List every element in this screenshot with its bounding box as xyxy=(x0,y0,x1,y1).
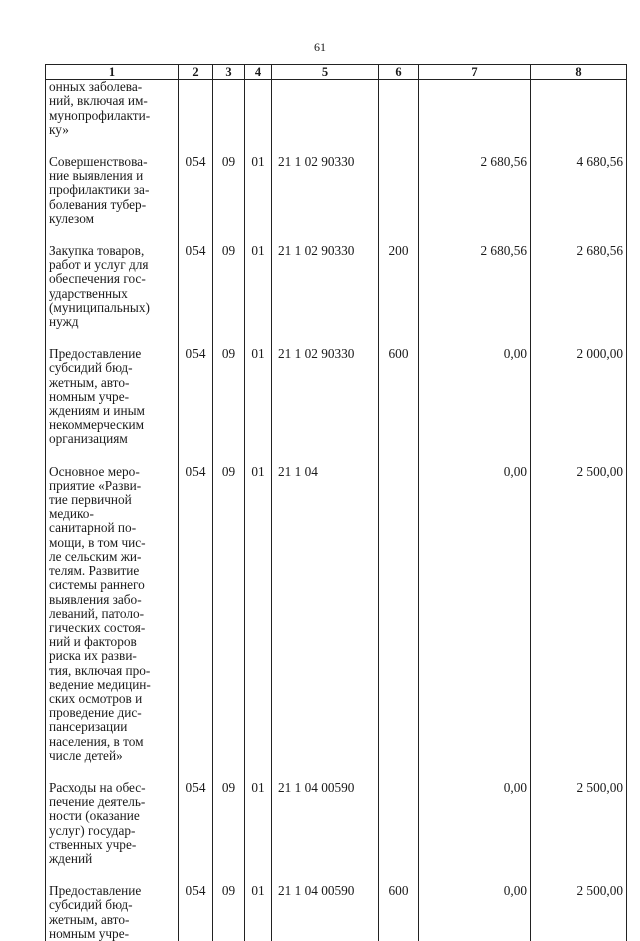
row-name-cell: Закупка товаров, работ и услуг для обеспечения гос- ударственных (муниципальных) нужд xyxy=(46,244,179,329)
spacer-cell xyxy=(213,137,245,155)
spacer-cell xyxy=(379,866,419,884)
spacer-cell xyxy=(379,329,419,347)
amount-col7-cell: 0,00 xyxy=(419,781,531,866)
column-header: 8 xyxy=(531,65,627,80)
column-header: 6 xyxy=(379,65,419,80)
spacer-cell xyxy=(245,329,272,347)
spacer-cell xyxy=(245,763,272,781)
subsection-cell xyxy=(245,80,272,137)
expense-type-cell xyxy=(379,781,419,866)
amount-col8-cell: 4 680,56 xyxy=(531,155,627,226)
spacer-cell xyxy=(419,447,531,465)
target-article-cell: 21 1 02 90330 xyxy=(272,244,379,329)
spacer-cell xyxy=(531,447,627,465)
row-spacer xyxy=(46,137,627,155)
target-article-cell xyxy=(272,80,379,137)
spacer-cell xyxy=(531,137,627,155)
spacer-cell xyxy=(531,226,627,244)
page-number: 61 xyxy=(314,40,326,54)
spacer-cell xyxy=(179,226,213,244)
admin-code-cell: 054 xyxy=(179,465,213,763)
column-header: 2 xyxy=(179,65,213,80)
expense-type-cell xyxy=(379,465,419,763)
section-cell xyxy=(213,80,245,137)
table-row xyxy=(46,781,627,866)
spacer-cell xyxy=(179,137,213,155)
table-row xyxy=(46,884,627,941)
spacer-cell xyxy=(379,137,419,155)
section-cell: 09 xyxy=(213,884,245,941)
amount-col8-cell: 2 680,56 xyxy=(531,244,627,329)
target-article-cell: 21 1 02 90330 xyxy=(272,347,379,446)
subsection-cell: 01 xyxy=(245,465,272,763)
admin-code-cell: 054 xyxy=(179,155,213,226)
spacer-cell xyxy=(213,329,245,347)
row-spacer xyxy=(46,866,627,884)
spacer-cell xyxy=(46,866,179,884)
row-name-cell: онных заболева- ний, включая им- мунопрофилакти- ку» xyxy=(46,80,179,137)
spacer-cell xyxy=(46,137,179,155)
spacer-cell xyxy=(245,137,272,155)
spacer-cell xyxy=(213,866,245,884)
column-header: 7 xyxy=(419,65,531,80)
row-name-cell: Расходы на обес- печение деятель- ности (оказание услуг) государ- ственных учре- ждений xyxy=(46,781,179,866)
spacer-cell xyxy=(245,447,272,465)
spacer-cell xyxy=(179,866,213,884)
expense-type-cell: 200 xyxy=(379,244,419,329)
spacer-cell xyxy=(213,447,245,465)
subsection-cell: 01 xyxy=(245,244,272,329)
amount-col7-cell: 2 680,56 xyxy=(419,244,531,329)
row-name-cell: Совершенствова- ние выявления и профилактики за- болевания тубер- кулезом xyxy=(46,155,179,226)
row-spacer xyxy=(46,763,627,781)
spacer-cell xyxy=(419,137,531,155)
spacer-cell xyxy=(419,329,531,347)
spacer-cell xyxy=(419,763,531,781)
spacer-cell xyxy=(531,763,627,781)
row-name-cell: Основное меро- приятие «Разви- тие первичной медико- санитарной по- мощи, в том чис- ле сельским жи- телям. Развитие системы раннего выявления забо- леваний, патоло- гических состоя- ний и факторов риска их разви- тия, включая про- ведение медицин- ских осмотров и проведение дис- пансеризации населения, в том числе детей» xyxy=(46,465,179,763)
table-row xyxy=(46,347,627,446)
spacer-cell xyxy=(179,763,213,781)
spacer-cell xyxy=(179,329,213,347)
amount-col7-cell: 0,00 xyxy=(419,465,531,763)
column-header: 3 xyxy=(213,65,245,80)
spacer-cell xyxy=(531,866,627,884)
table-header-row xyxy=(46,65,627,80)
table-row xyxy=(46,80,627,137)
spacer-cell xyxy=(379,226,419,244)
row-spacer xyxy=(46,329,627,347)
spacer-cell xyxy=(531,329,627,347)
expense-type-cell xyxy=(379,80,419,137)
column-header: 5 xyxy=(272,65,379,80)
section-cell: 09 xyxy=(213,155,245,226)
subsection-cell: 01 xyxy=(245,347,272,446)
amount-col7-cell: 0,00 xyxy=(419,347,531,446)
column-header: 1 xyxy=(46,65,179,80)
spacer-cell xyxy=(272,137,379,155)
section-cell: 09 xyxy=(213,347,245,446)
spacer-cell xyxy=(213,226,245,244)
spacer-cell xyxy=(272,329,379,347)
spacer-cell xyxy=(419,866,531,884)
spacer-cell xyxy=(245,866,272,884)
amount-col8-cell: 2 500,00 xyxy=(531,884,627,941)
column-header: 4 xyxy=(245,65,272,80)
target-article-cell: 21 1 02 90330 xyxy=(272,155,379,226)
admin-code-cell: 054 xyxy=(179,347,213,446)
amount-col7-cell: 2 680,56 xyxy=(419,155,531,226)
table-row xyxy=(46,465,627,763)
admin-code-cell: 054 xyxy=(179,781,213,866)
target-article-cell: 21 1 04 00590 xyxy=(272,884,379,941)
spacer-cell xyxy=(379,763,419,781)
budget-table xyxy=(45,64,627,941)
spacer-cell xyxy=(46,226,179,244)
amount-col7-cell: 0,00 xyxy=(419,884,531,941)
spacer-cell xyxy=(272,866,379,884)
section-cell: 09 xyxy=(213,244,245,329)
admin-code-cell: 054 xyxy=(179,244,213,329)
spacer-cell xyxy=(272,447,379,465)
spacer-cell xyxy=(179,447,213,465)
spacer-cell xyxy=(46,763,179,781)
row-spacer xyxy=(46,447,627,465)
admin-code-cell: 054 xyxy=(179,884,213,941)
amount-col8-cell xyxy=(531,80,627,137)
spacer-cell xyxy=(245,226,272,244)
row-spacer xyxy=(46,226,627,244)
spacer-cell xyxy=(272,226,379,244)
target-article-cell: 21 1 04 00590 xyxy=(272,781,379,866)
table-body xyxy=(46,80,627,941)
expense-type-cell: 600 xyxy=(379,884,419,941)
amount-col8-cell: 2 500,00 xyxy=(531,781,627,866)
subsection-cell: 01 xyxy=(245,884,272,941)
subsection-cell: 01 xyxy=(245,781,272,866)
spacer-cell xyxy=(46,329,179,347)
spacer-cell xyxy=(213,763,245,781)
spacer-cell xyxy=(272,763,379,781)
spacer-cell xyxy=(46,447,179,465)
section-cell: 09 xyxy=(213,465,245,763)
subsection-cell: 01 xyxy=(245,155,272,226)
target-article-cell: 21 1 04 xyxy=(272,465,379,763)
spacer-cell xyxy=(419,226,531,244)
table-row xyxy=(46,155,627,226)
amount-col7-cell xyxy=(419,80,531,137)
admin-code-cell xyxy=(179,80,213,137)
amount-col8-cell: 2 500,00 xyxy=(531,465,627,763)
expense-type-cell: 600 xyxy=(379,347,419,446)
section-cell: 09 xyxy=(213,781,245,866)
spacer-cell xyxy=(379,447,419,465)
row-name-cell: Предоставление субсидий бюд- жетным, авто- номным учре- xyxy=(46,884,179,941)
table-row xyxy=(46,244,627,329)
row-name-cell: Предоставление субсидий бюд- жетным, авто- номным учре- ждениям и иным некоммерческим организациям xyxy=(46,347,179,446)
amount-col8-cell: 2 000,00 xyxy=(531,347,627,446)
expense-type-cell xyxy=(379,155,419,226)
